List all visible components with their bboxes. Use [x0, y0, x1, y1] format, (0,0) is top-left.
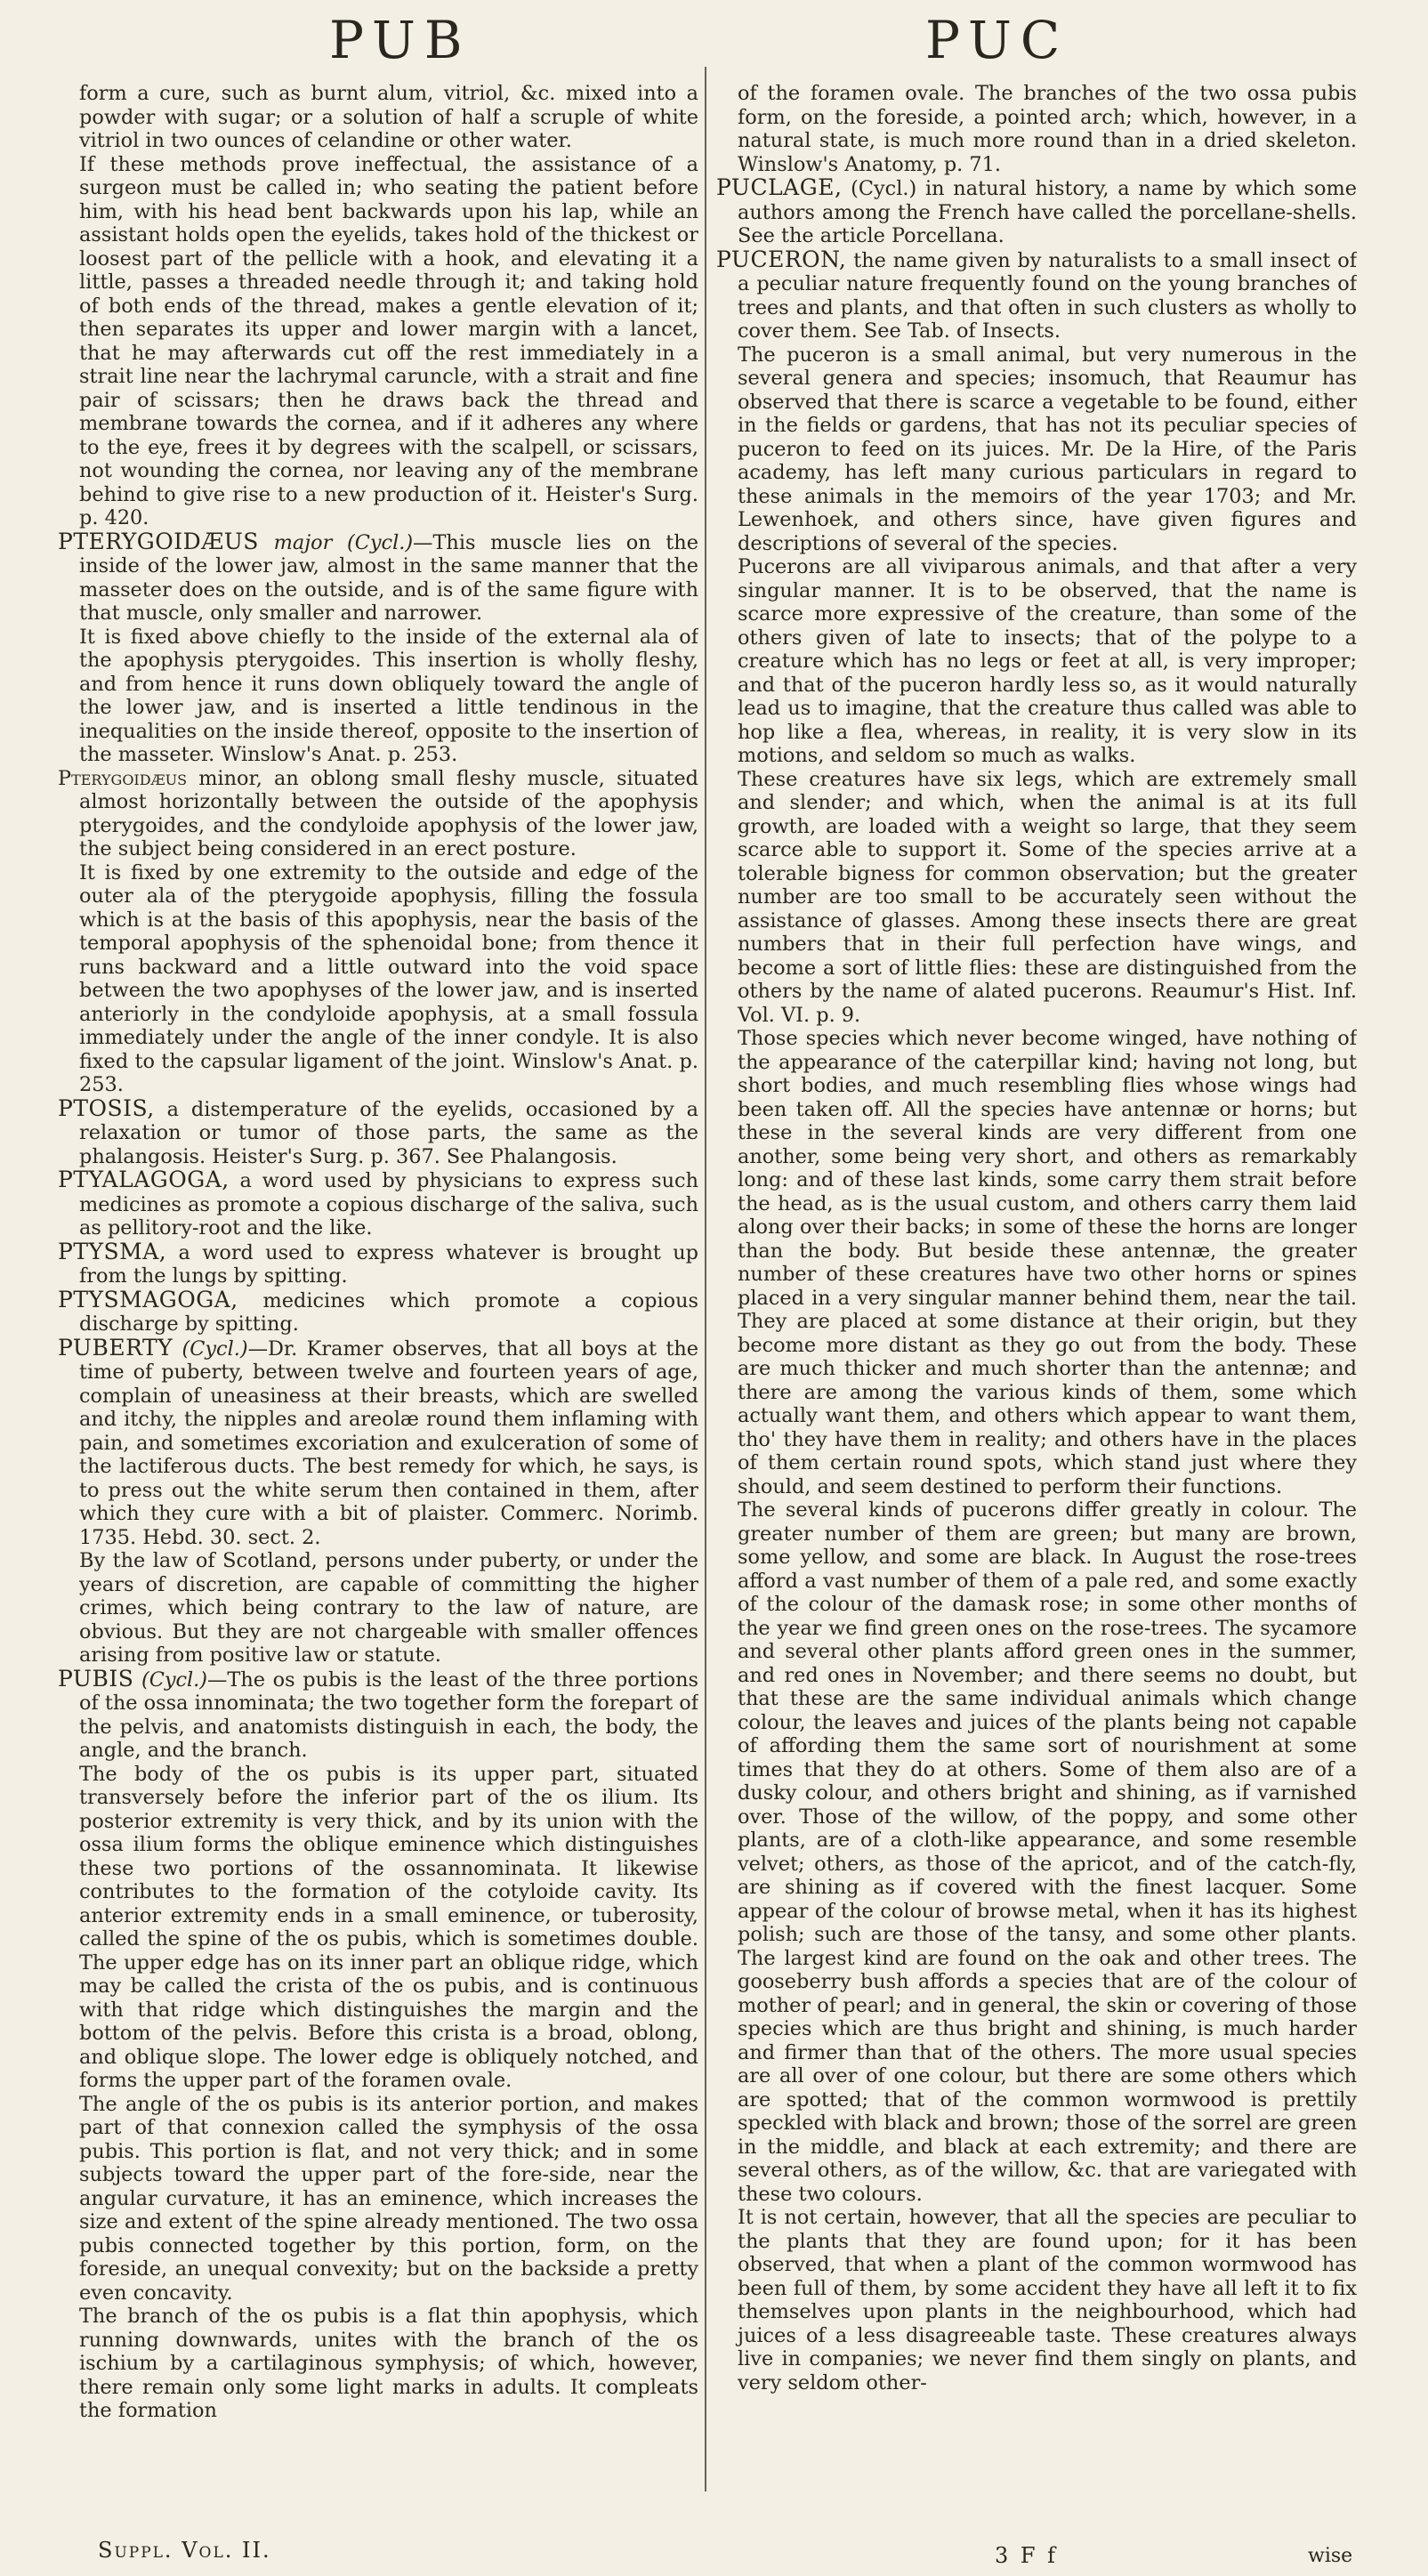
- headword-qualifier: major (Cycl.): [273, 530, 414, 554]
- paragraph: of the foramen ovale. The branches of the two ossa pubis form, on the foreside, a pointed arch; which, however, in a natural state, is much more round than in a dried skeleton. Winslow's Anatomy, p. 71.: [738, 82, 1357, 176]
- entry-text: —This muscle lies on the inside of the lower jaw, almost in the same manner that the masseter does on the outside, and is of the same figure with that muscle, only smaller and narrower.: [79, 530, 698, 625]
- entry-puceron: [716, 248, 1357, 343]
- running-head-left: PUB: [329, 10, 472, 70]
- paragraph: The body of the os pubis is its upper part, situated transversely before the inferior part of the os ilium. Its posterior extremity is very thick, and by its union with the ossa ilium forms the oblique eminence which distinguishes these two portions of the ossannominata. It likewise contributes to the formation of the cotyloide cavity. Its anterior extremity ends in a small eminence, or tuberosity, called the spine of the os pubis, which is sometimes double. The upper edge has on its inner part an oblique ridge, which may be called the crista of the os pubis, and is continuous with that ridge which distinguishes the margin and the bottom of the pelvis. Before this crista is a broad, oblong, and oblique slope. The lower edge is obliquely notched, and forms the upper part of the foramen ovale.: [79, 1762, 698, 2092]
- paragraph: If these methods prove ineffectual, the assistance of a surgeon must be called in; who seating the patient before him, with his head bent backwards upon his lap, while an assistant holds open the eyelids, takes hold of the thickest or loosest part of the pellicle with a hook, and elevating it a little, passes a threaded needle through it; and taking hold of both ends of the thread, makes a gentle elevation of it; then separates its upper and lower margin with a lancet, that he may afterwards cut off the rest immediately in a strait line near the lachrymal caruncle, with a strait and fine pair of scissars; then he draws back the thread and membrane towards the cornea, and if it adheres any where to the eye, frees it by degrees with the scalpell, or scissars, not wounding the cornea, nor leaving any of the membrane behind to give rise to a new production of it. Heister's Surg. p. 420.: [79, 152, 698, 529]
- entry-text: the name given by naturalists to a small insect of a peculiar nature frequently found on the young branches of trees and plants, and that often in such clusters as wholly to cover them. See Tab. of Insects.: [738, 248, 1357, 343]
- headword: PUCLAGE,: [716, 174, 843, 200]
- paragraph: It is not certain, however, that all the species are peculiar to the plants that they are found upon; for it has been observed, that when a plant of the common wormwood has been full of them, by some accident they have all left it to fix themselves upon plants in the neighbourhood, which had juices of a less disagreeable taste. These creatures always live in companies; we never find them singly on plants, and very seldom other-: [738, 2206, 1357, 2394]
- entry-puberty: [58, 1336, 698, 1550]
- headword: PUBIS: [58, 1665, 134, 1692]
- paragraph: The several kinds of pucerons differ greatly in colour. The greater number of them are green; but many are brown, some yellow, and some are black. In August the rose-trees afford a vast number of them of a pale red, and some exactly of the colour of the damask rose; in some other months of the year we find green ones on the rose-trees. The sycamore and several other plants afford green ones in the summer, and red ones in November; and there seems no doubt, but that these are the same individual animals which change colour, the leaves and juices of the plants being not capable of affording them the same sort of nourishment at some times that they do at others. Some of them also are of a dusky colour, and others bright and shining, as if varnished over. Those of the willow, of the poppy, and some other plants, are of a cloth-like appearance, and some resemble velvet; others, as those of the apricot, and of the catch-fly, are shining as if covered with the finest lacquer. Some appear of the colour of browse metal, when it has its highest polish; such are those of the tansy, and some other plants. The largest kind are found on the oak and other trees. The gooseberry bush affords a species that are of the colour of mother of pearl; and in general, the skin or covering of those species which are thus bright and shining, is much harder and firmer than that of the others. The more usual species are all over of one colour, but there are some others which are spotted; that of the common wormwood is prettily speckled with black and brown; those of the sorrel are green in the middle, and black at each extremity; and there are several others, as of the willow, &c. that are variegated with these two colours.: [738, 1498, 1357, 2206]
- entry-text: a word used to express whatever is brought up from the lungs by spitting.: [79, 1240, 698, 1288]
- paragraph: Pucerons are all viviparous animals, and that after a very singular manner. It is to be observed, that the name is scarce more expressive of the creature, than some of the others given of late to insects; that of the polype to a creature which has no legs or feet at all, is very improper; and that of the puceron hardly less so, as it would naturally lead us to imagine, that the creature thus called was able to hop like a flea, whereas, in reality, it is very slow in its motions, and seldom so much as walks.: [738, 555, 1357, 767]
- entry-ptysma: [58, 1240, 698, 1288]
- entry-text: —Dr. Kramer observes, that all boys at the time of puberty, between twelve and fourteen years of age, complain of uneasiness at their breasts, which are swelled and itchy, the nipples and areolæ round them inflaming with pain, and sometimes excoriation and exulceration of some of the lactiferous ducts. The best remedy for which, he says, is to press out the white serum then contained in them, after which they cure with a bit of plaister. Commerc. Norimb. 1735. Hebd. 30. sect. 2.: [79, 1336, 698, 1549]
- headword: PUBERTY: [58, 1334, 173, 1361]
- column-divider: [705, 67, 706, 2491]
- entry-puclage: [716, 176, 1357, 248]
- entry-text: —The os pubis is the least of the three portions of the ossa innominata; the two together form the forepart of the pelvis, and anatomists distinguish in each, the body, the angle, and the branch.: [79, 1668, 698, 1762]
- paragraph: By the law of Scotland, persons under puberty, or under the years of discretion, are capable of committing the higher crimes, which being contrary to the law of nature, are obvious. But they are not chargeable with smaller offences arising from positive law or statute.: [79, 1549, 698, 1667]
- paragraph: Those species which never become winged, have nothing of the appearance of the caterpillar kind; having not long, but short bodies, and much resembling flies whose wings had been taken off. All the species have antennæ or horns; but these in the several kinds are very different from one another, some being very short, and others as remarkably long: and of these last kinds, some carry them strait before the head, as is the usual custom, and others carry them laid along over their backs; in some of these the horns are longer than the body. But beside these antennæ, the greater number of these creatures have two other horns or spines placed in a very singular manner behind them, near the tail. They are placed at some distance at their origin, but they become more distant as they go out from the body. These are much thicker and much shorter than the antennæ; and there are among the various kinds of them, some which actually want them, and others which appear to want them, tho' they have them in reality; and others have in the places of them certain round spots, which stand just where they should, and seem destined to perform their functions.: [738, 1027, 1357, 1498]
- entry-text: a word used by physicians to express such medicines as promote a copious discharge of the saliva, such as pellitory-root and the like.: [79, 1169, 698, 1240]
- headword-qualifier: (Cycl.): [182, 1336, 248, 1361]
- headword: PTYSMAGOGA,: [58, 1286, 238, 1312]
- signature-mark: 3 F f: [995, 2543, 1059, 2568]
- paragraph: It is fixed by one extremity to the outside and edge of the outer ala of the pterygoide apophysis, filling the fossula which is at the basis of this apophysis, near the basis of the temporal apophysis of the sphenoidal bone; from thence it runs backward and a little outward into the void space between the two apophyses of the lower jaw, and is inserted anteriorly in the condyloide apophysis, at a small fossula immediately under the angle of the inner condyle. It is also fixed to the capsular ligament of the joint. Winslow's Anat. p. 253.: [79, 860, 698, 1096]
- entry-ptyalagoga: [58, 1168, 698, 1240]
- headword: PUCERON,: [716, 246, 847, 272]
- entry-text: (Cycl.) in natural history, a name by which some authors among the French have called the porcellane-shells. See the article Porcellana.: [738, 177, 1357, 247]
- headword-qualifier: (Cycl.): [141, 1668, 208, 1692]
- paragraph: The branch of the os pubis is a flat thin apophysis, which running downwards, unites with the branch of the os ischium by a cartilaginous symphysis; of which, however, there remain only some light marks in adults. It compleats the formation: [79, 2305, 698, 2422]
- left-column: [58, 82, 698, 2493]
- paragraph: These creatures have six legs, which are extremely small and slender; and which, when the animal is at its full growth, are loaded with a weight so large, that they seem scarce able to support it. Some of the species arrive at a tolerable bigness for common observation; but the greater number are too small to be accurately seen without the assistance of glasses. Among these insects there are great numbers that in their full perfection have wings, and become a sort of little flies: these are distinguished from the others by the name of alated pucerons. Reaumur's Hist. Inf. Vol. VI. p. 9.: [738, 767, 1357, 1027]
- headword: PTYSMA,: [58, 1238, 167, 1264]
- entry-text: minor, an oblong small fleshy muscle, situated almost horizontally between the outside of the apophysis pterygoides, and the condyloide apophysis of the lower jaw, the subject being considered in an erect posture.: [79, 766, 698, 860]
- headword: PTERYGOIDÆUS: [58, 528, 259, 554]
- running-head: [0, 9, 1428, 71]
- volume-label: Suppl. Vol. II.: [98, 2538, 271, 2563]
- headword: Pterygoidæus: [58, 766, 188, 790]
- entry-ptosis: [58, 1094, 698, 1169]
- entry-pubis: [58, 1665, 698, 1763]
- entry-ptysmagoga: [58, 1288, 698, 1336]
- right-column: [716, 82, 1357, 2493]
- entry-text: a distemperature of the eyelids, occasioned by a relaxation or tumor of those parts, the same as the phalangosis. Heister's Surg. p. 367. See Phalangosis.: [79, 1097, 698, 1168]
- running-head-right: PUC: [925, 10, 1069, 70]
- entry-pterygoidaeus-minor: [58, 767, 698, 861]
- paragraph: form a cure, such as burnt alum, vitriol, &c. mixed into a powder with sugar; or a solution of half a scruple of white vitriol in two ounces of celandine or other water.: [79, 82, 698, 152]
- headword: PTOSIS,: [58, 1094, 155, 1121]
- entry-text: medicines which promote a copious discharge by spitting.: [79, 1288, 698, 1336]
- catchword: wise: [1308, 2545, 1353, 2567]
- paragraph: It is fixed above chiefly to the inside of the external ala of the apophysis pterygoides. This insertion is wholly fleshy, and from hence it runs down obliquely toward the angle of the lower jaw, and is inserted a little tendinous in the inequalities on the inside thereof, opposite to the insertion of the masseter. Winslow's Anat. p. 253.: [79, 625, 698, 766]
- headword: PTYALAGOGA,: [58, 1167, 230, 1192]
- paragraph: The puceron is a small animal, but very numerous in the several genera and species; insomuch, that Reaumur has observed that there is scarce a vegetable to be found, either in the fields or gardens, that has not its peculiar species of puceron to feed on its juices. Mr. De la Hire, of the Paris academy, has left many curious particulars in regard to these animals in the memoirs of the year 1703; and Mr. Lewenhoek, and others since, have given figures and descriptions of several of the species.: [738, 343, 1357, 555]
- paragraph: The angle of the os pubis is its anterior portion, and makes part of that connexion called the symphysis of the ossa pubis. This portion is flat, and not very thick; and in some subjects toward the upper part of the fore-side, near the angular curvature, it has an eminence, which increases the size and extent of the spine already mentioned. The two ossa pubis connected together by this portion, form, on the foreside, an unequal convexity; but on the backside a pretty even concavity.: [79, 2092, 698, 2305]
- entry-pterygoidaeus-major: [58, 530, 698, 626]
